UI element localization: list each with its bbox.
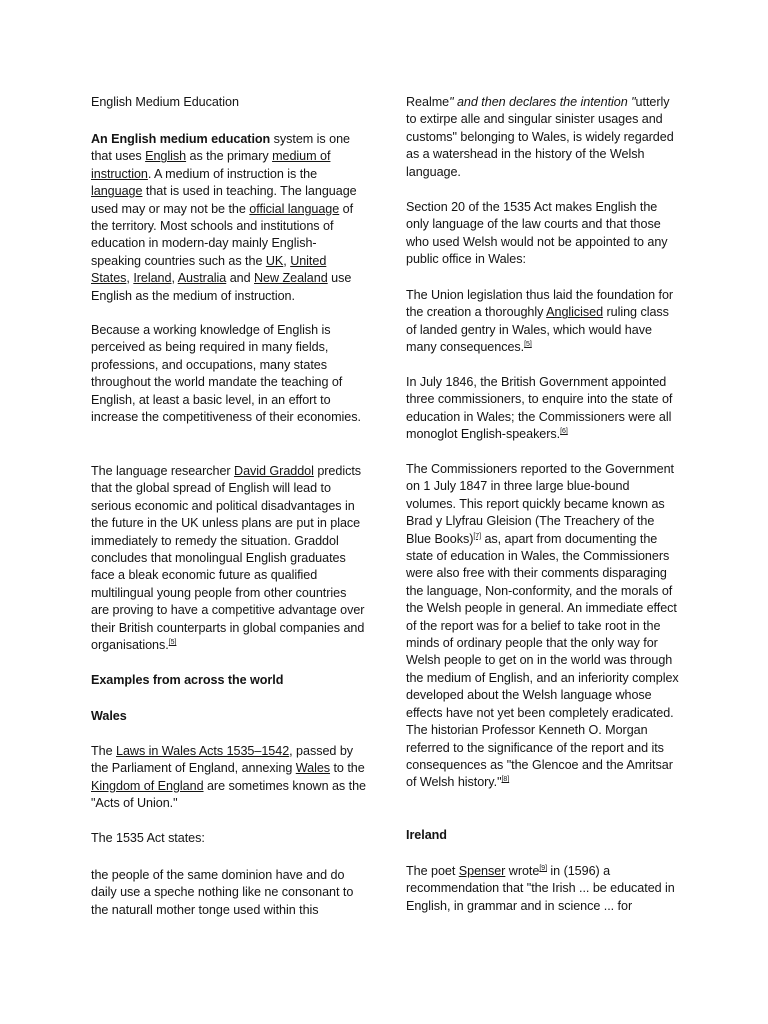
text-span: use English as the medium of instruction.	[91, 271, 352, 303]
text-span: wrote	[505, 864, 540, 878]
link-australia[interactable]: Australia	[177, 271, 227, 286]
text-span: are sometimes known as the "Acts of Union."	[91, 778, 366, 811]
text-span: utterly to extirpe alle and singular sinister usages and customs" belonging to Wales, is widely regarded as a watershead in the history of the Welsh language.	[406, 95, 674, 179]
act-states-paragraph: The 1535 Act states:	[91, 831, 205, 845]
link-ireland[interactable]: Ireland	[133, 271, 172, 286]
text-span: in (1596) a recommendation that "the Irish ... be educated in English, in grammar and in science ... for	[406, 864, 675, 913]
document-title: English Medium Education	[91, 95, 239, 109]
text-span: The poet	[406, 864, 459, 878]
text-span: of the territory. Most schools and institutions of education in modern-day mainly English-speaking countries such as the	[91, 201, 354, 268]
text-span: The	[91, 744, 116, 758]
reference-link[interactable]: [5]	[524, 341, 532, 349]
text-span: as the primary	[186, 149, 273, 164]
reference-link[interactable]: [7]	[473, 532, 481, 540]
link-uk[interactable]: UK	[265, 253, 284, 268]
link-david-graddol[interactable]: David Graddol	[234, 464, 314, 478]
link-spenser[interactable]: Spenser	[458, 864, 506, 878]
link-english[interactable]: English	[145, 149, 187, 164]
ireland-heading: Ireland	[406, 828, 447, 842]
link-laws-in-wales-acts[interactable]: Laws in Wales Acts 1535–1542	[116, 744, 290, 758]
text-span: ruling class of landed gentry in Wales, which would have many consequences.	[406, 305, 669, 355]
italic-span: " and then declares the intention "	[449, 95, 636, 109]
link-wales[interactable]: Wales	[295, 761, 331, 776]
link-new-zealand[interactable]: New Zealand	[254, 271, 328, 286]
wales-heading: Wales	[91, 709, 127, 723]
spenser-paragraph	[406, 863, 681, 915]
text-span: ,	[283, 253, 291, 268]
union-legislation-paragraph	[406, 287, 681, 357]
text-span: Realme	[406, 95, 450, 109]
link-language[interactable]: language	[91, 184, 143, 199]
text-span: ,	[126, 271, 134, 286]
text-span: , passed by the Parliament of England, annexing	[91, 744, 354, 776]
commissioners-paragraph	[406, 374, 681, 444]
text-span: predicts that the global spread of English will lead to serious economic and political disadvantages in the future in the UK unless plans are put in place immediately to remedy the situation. Graddol concludes that monolingual English graduates face a bleak economic future as qualified multilingual young people from other countries are proving to have a competitive advantage over their British counterparts in global companies and organisations.	[91, 464, 365, 653]
reference-link[interactable]: [6]	[560, 428, 568, 436]
examples-heading: Examples from across the world	[91, 673, 284, 687]
english-knowledge-paragraph: Because a working knowledge of English is perceived as being required in many fields, professions, and occupations, many states throughout the world mandate the teaching of English, at least a basic level, in an effort to increase the competitiveness of their economies.	[91, 323, 361, 425]
text-span: and	[226, 271, 255, 286]
text-span: as, apart from documenting the state of education in Wales, the Commissioners were also free with their comments disparaging the language, Non-conformity, and the morals of the Welsh people in general. An immediate effect of the report was for a belief to take root in the minds of ordinary people that the only way for Welsh people to get on in the world was through the medium of English, and an inferiority complex developed about the Welsh language whose effects have not yet been completely eradicated. The historian Professor Kenneth O. Morgan referred to the significance of the report and its consequences as "the Glencoe and the Amritsar of Welsh history."	[406, 531, 679, 790]
act-quote-continuation	[406, 94, 681, 181]
reference-link[interactable]: [5]	[168, 639, 177, 647]
text-span: In July 1846, the British Government appointed three commissioners, to enquire into the state of education in Wales; the Commissioners were all monoglot English-speakers.	[406, 375, 673, 442]
blue-books-paragraph	[406, 461, 681, 792]
text-span: The Commissioners reported to the Government on 1 July 1847 in three large blue-bound volumes. This report quickly became known as Brad y Llyfrau Gleision (The Treachery of the Blue Books)	[406, 462, 674, 546]
text-span: that is used in teaching. The language used may or may not be the	[91, 184, 357, 216]
intro-paragraph	[91, 131, 366, 305]
text-span: to the	[330, 761, 365, 776]
reference-link[interactable]: [8]	[501, 776, 510, 784]
text-span: ,	[171, 271, 178, 286]
text-span: . A medium of instruction is the	[147, 166, 318, 181]
text-span: The language researcher	[91, 464, 235, 478]
link-official-language[interactable]: official language	[249, 201, 340, 216]
reference-link[interactable]: [9]	[539, 865, 547, 872]
act-quote-paragraph: the people of the same dominion have and do daily use a speche nothing like ne consonant to the naturall mother tonge used within this	[91, 868, 354, 917]
laws-in-wales-paragraph	[91, 743, 366, 813]
link-kingdom-of-england[interactable]: Kingdom of England	[91, 778, 204, 793]
text-span: system is one that uses	[91, 132, 350, 164]
text-span: The Union legislation thus laid the foundation for the creation a thoroughly	[406, 288, 674, 320]
intro-lead-term: An English medium education	[91, 132, 271, 146]
link-anglicised[interactable]: Anglicised	[546, 305, 604, 320]
section-20-paragraph: Section 20 of the 1535 Act makes English the only language of the law courts and that those who used Welsh would not be appointed to any public office in Wales:	[406, 200, 668, 267]
link-united-states[interactable]: United States	[91, 253, 327, 286]
link-medium-of-instruction[interactable]: medium of instruction	[91, 149, 331, 181]
graddol-paragraph	[91, 463, 366, 654]
